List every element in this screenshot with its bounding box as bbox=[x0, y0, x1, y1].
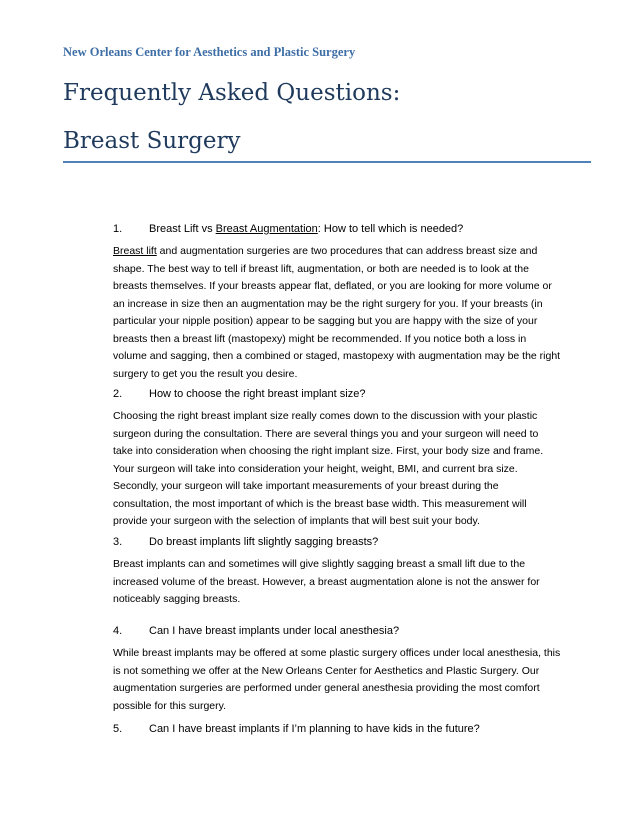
question-3 bbox=[113, 536, 378, 548]
question-number: 4. bbox=[113, 625, 123, 637]
question-4 bbox=[113, 625, 399, 637]
organization-name: New Orleans Center for Aesthetics and Plastic Surgery bbox=[63, 45, 356, 59]
answer-line: provide your surgeon with the selection of implants that will best suit your body. bbox=[113, 515, 480, 527]
question-title-text: How to choose the right breast implant size? bbox=[149, 388, 366, 400]
question-number: 1. bbox=[113, 223, 123, 235]
breast-lift-link[interactable]: Breast lift bbox=[113, 245, 157, 257]
answer-line: breasts themselves. If your breasts appear flat, deflated, or you are looking for more volume or bbox=[113, 280, 552, 292]
answer-line: augmentation surgeries are performed under general anesthesia providing the most comfort bbox=[113, 682, 540, 694]
question-1 bbox=[113, 223, 463, 235]
page-title: Frequently Asked Questions: bbox=[63, 80, 401, 106]
answer-line: noticeably sagging breasts. bbox=[113, 593, 241, 605]
question-title-text: : How to tell which is needed? bbox=[317, 223, 464, 235]
answer-line: take into consideration when choosing the right implant size. First, your body size and frame. bbox=[113, 445, 544, 457]
question-title-text: Can I have breast implants under local anesthesia? bbox=[149, 625, 400, 637]
answer-line: volume and sagging, then a combined or staged, mastopexy with augmentation may be the right bbox=[113, 350, 561, 362]
answer-line: surgeon during the consultation. There are several things you and your surgeon will need to bbox=[113, 427, 539, 440]
answer-3 bbox=[113, 556, 569, 609]
question-number: 3. bbox=[113, 536, 123, 548]
answer-line: breasts then a breast lift (mastopexy) might be recommended. If you notice both a loss in bbox=[113, 332, 527, 345]
answer-line: shape. The best way to tell if breast lift, augmentation, or both are needed is to look at the bbox=[113, 262, 529, 275]
answer-line: increased volume of the breast. However, a breast augmentation alone is not the answer for bbox=[113, 575, 540, 588]
answer-line: Breast implants can and sometimes will give slightly sagging breast a small lift due to the bbox=[113, 558, 526, 570]
answer-line: an increase in size then an augmentation may be the right surgery for you. If your breasts (in bbox=[113, 297, 543, 310]
question-title-text: Can I have breast implants if I’m planning to have kids in the future? bbox=[149, 723, 480, 735]
answer-line: is not something we offer at the New Orleans Center for Aesthetics and Plastic Surgery. Our bbox=[113, 664, 540, 677]
answer-line: consultation, the most important of which is the breast base width. This measurement will bbox=[113, 497, 527, 510]
breast-augmentation-link[interactable]: Breast Augmentation bbox=[215, 223, 318, 235]
question-title-text: Do breast implants lift slightly sagging breasts? bbox=[149, 536, 379, 548]
answer-line: Your surgeon will take into consideration your height, weight, BMI, and current bra size. bbox=[113, 462, 518, 475]
answer-line: possible for this surgery. bbox=[113, 699, 227, 712]
answer-line: particular your nipple position) appear to be sagging but you are happy with the size of your bbox=[113, 315, 538, 327]
answer-line: surgery to get you the result you desire. bbox=[113, 367, 298, 380]
page-subtitle: Breast Surgery bbox=[63, 128, 241, 154]
answer-line: Secondly, your surgeon will take important measurements of your breast during the bbox=[113, 480, 499, 492]
answer-1 bbox=[113, 243, 569, 383]
question-5 bbox=[113, 723, 480, 735]
answer-line: While breast implants may be offered at some plastic surgery offices under local anesthesia, this bbox=[113, 647, 561, 659]
title-divider bbox=[63, 161, 591, 163]
question-2 bbox=[113, 388, 365, 400]
answer-2 bbox=[113, 408, 569, 531]
question-number: 2. bbox=[113, 388, 123, 400]
answer-4 bbox=[113, 645, 569, 715]
answer-line: Breast lift and augmentation surgeries are two procedures that can address breast size and bbox=[113, 245, 538, 257]
question-title-text: Breast Lift vs bbox=[149, 223, 216, 235]
question-number: 5. bbox=[113, 723, 123, 735]
answer-line: Choosing the right breast implant size really comes down to the discussion with your plastic bbox=[113, 410, 538, 422]
